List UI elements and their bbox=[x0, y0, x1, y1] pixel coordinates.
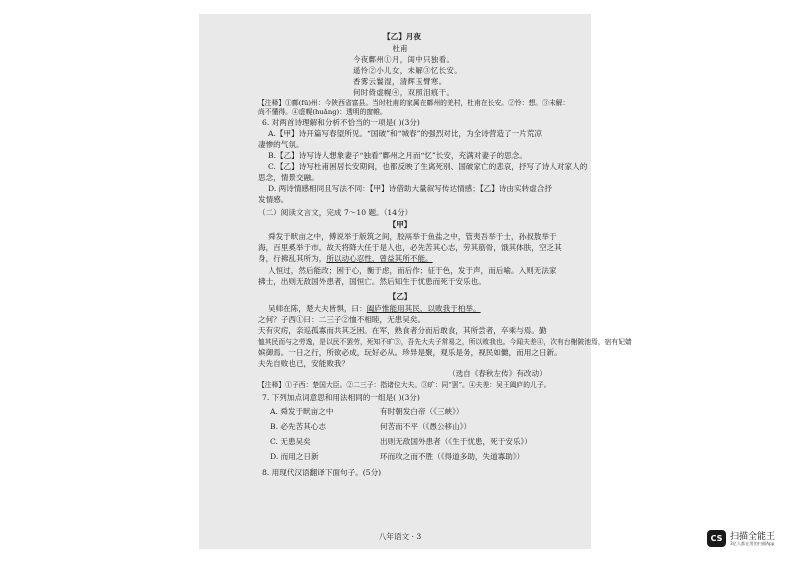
question-7-option-left: A. 舜发于畎亩之中 bbox=[270, 407, 334, 416]
question-6-option: 思念，情景交融。 bbox=[258, 173, 319, 182]
passage-b-annotation: 【注释】①子西：楚国大臣。②二三子：指诸位大夫。③旷：同“罢”。④夫差：吴王阖庐的儿子。 bbox=[258, 381, 551, 389]
page-number: 八年语文 · 3 bbox=[378, 532, 422, 541]
underlined-sentence: 阖庐惟能用其民，以败我于柏举。 bbox=[366, 304, 481, 313]
passage-a-label: 【甲】 bbox=[388, 220, 412, 229]
passage-b-source: （选自《春秋左传》有改动） bbox=[448, 369, 547, 378]
question-7-option-right: 有时朝发白帝（《三峡》） bbox=[380, 407, 464, 416]
poem-line: 何时倚虚幌④，双照泪痕干。 bbox=[353, 88, 455, 97]
question-7-option-right: 何苦而不平（《愚公移山》） bbox=[380, 422, 472, 431]
passage-a-line: 舜发于畎亩之中，傅说举于版筑之间，胶鬲举于鱼盐之中，管夷吾举于士，孙叔敖举于 bbox=[268, 232, 557, 241]
question-7-option-left: C. 无患吴矣 bbox=[270, 437, 311, 446]
poem-line: 今夜鄜州①月，闺中只独看。 bbox=[353, 55, 455, 64]
question-6-option: D. 两诗情感相同且写法不同：【甲】诗借助大量叙写传达情感；【乙】诗由实转虚合抒 bbox=[268, 184, 553, 193]
question-6-option: B.【乙】诗写诗人想象妻子“独看”鄜州之月而“忆”长安，充满对妻子的思念。 bbox=[268, 151, 527, 160]
passage-b-line: 吴师在陈，楚大夫皆惧，曰：阖庐惟能用其民，以败我于柏举。 bbox=[268, 304, 481, 313]
question-7-option-left: D. 而用之日新 bbox=[270, 452, 319, 461]
poem-author: 杜甫 bbox=[392, 44, 408, 53]
section-heading: （二）阅读文言文，完成 7～10 题。（14分） bbox=[258, 208, 413, 217]
passage-b-line: 嫔御焉。一日之行，所欲必成，玩好必从。珍异是聚，观乐是务，视民如雠，而用之日新。 bbox=[258, 348, 562, 357]
question-6-stem: 6. 对两首诗理解和分析不恰当的一项是( )(3分) bbox=[262, 118, 420, 127]
passage-b-line: 之何？子西①曰：二三子②恤不相睦，无患吴矣。 bbox=[258, 315, 426, 324]
question-7-stem: 7. 下列加点词意思和用法相同的一组是( )(3分) bbox=[262, 393, 420, 402]
poem-title: 【乙】月夜 bbox=[383, 32, 421, 41]
scanner-app-tagline: 3亿人都在用的扫描App bbox=[730, 541, 775, 546]
scanner-app-name: 扫描全能王 bbox=[730, 532, 776, 542]
poem-annotation: 【注释】①鄜(fū)州：今陕西省富县。当时杜甫的家属在鄜州的羌村，杜甫在长安。②怜：想。③未解： bbox=[258, 99, 570, 107]
passage-b-label: 【乙】 bbox=[388, 292, 412, 301]
question-6-option: 发情感。 bbox=[258, 195, 289, 204]
passage-a-line: 身，行拂乱其所为，所以动心忍性，曾益其所不能。 bbox=[258, 254, 433, 263]
question-8-stem: 8. 用现代汉语翻译下面句子。(5分) bbox=[262, 468, 382, 477]
passage-a-line: 人恒过，然后能改；困于心，衡于虑，而后作；征于色，发于声，而后喻。入则无法家 bbox=[268, 266, 557, 275]
question-6-option: A.【甲】诗开篇写春望所见。“国破”和“城春”的强烈对比，为全诗营造了一片荒凉 bbox=[268, 129, 543, 138]
question-6-option: 凄惨的气氛。 bbox=[258, 140, 304, 149]
question-7-option-right: 出则无敌国外患者（《生于忧患，死于安乐》） bbox=[380, 437, 532, 446]
passage-b-line: 夫先自败也已，安能败我？ bbox=[258, 359, 350, 368]
question-7-option-left: B. 必先苦其心志 bbox=[270, 422, 326, 431]
scanner-app-badge bbox=[707, 528, 794, 550]
poem-line: 遥怜②小儿女，未解③忆长安。 bbox=[353, 66, 463, 75]
question-6-option: C.【乙】诗写杜甫困居长安期间，也都反映了生离死别、国破家亡的悲哀，抒写了诗人对家人的 bbox=[268, 162, 588, 171]
passage-a-line: 拂士，出则无敌国外患者，国恒亡。然后知生于忧患而死于安乐也。 bbox=[258, 277, 486, 286]
cs-logo-icon: CS bbox=[707, 530, 726, 547]
passage-b-line: 恤其民而与之劳逸，是以民不罢劳，死知不旷③，吾先大夫子常易之，所以败我也。今闻夫差④，次有台榭陂池焉，宿有妃嫱 bbox=[258, 338, 632, 346]
question-7-option-right: 环而攻之而不胜（《得道多助，失道寡助》） bbox=[380, 452, 525, 461]
poem-annotation: 尚不懂得。④虚幌(huǎng)：透明的窗帷。 bbox=[258, 108, 387, 116]
passage-a-line: 海，百里奚举于市。故天将降大任于是人也，必先苦其心志，劳其筋骨，饿其体肤，空乏其 bbox=[258, 243, 562, 252]
underlined-sentence: 所以动心忍性，曾益其所不能。 bbox=[326, 254, 433, 263]
poem-line: 香雾云鬟湿，清辉玉臂寒。 bbox=[353, 77, 447, 86]
passage-b-line: 天有灾疠，亲巡孤寡而共其乏困。在军，熟食者分而后敢食，其所尝者，卒乘与焉。勤 bbox=[258, 326, 547, 335]
